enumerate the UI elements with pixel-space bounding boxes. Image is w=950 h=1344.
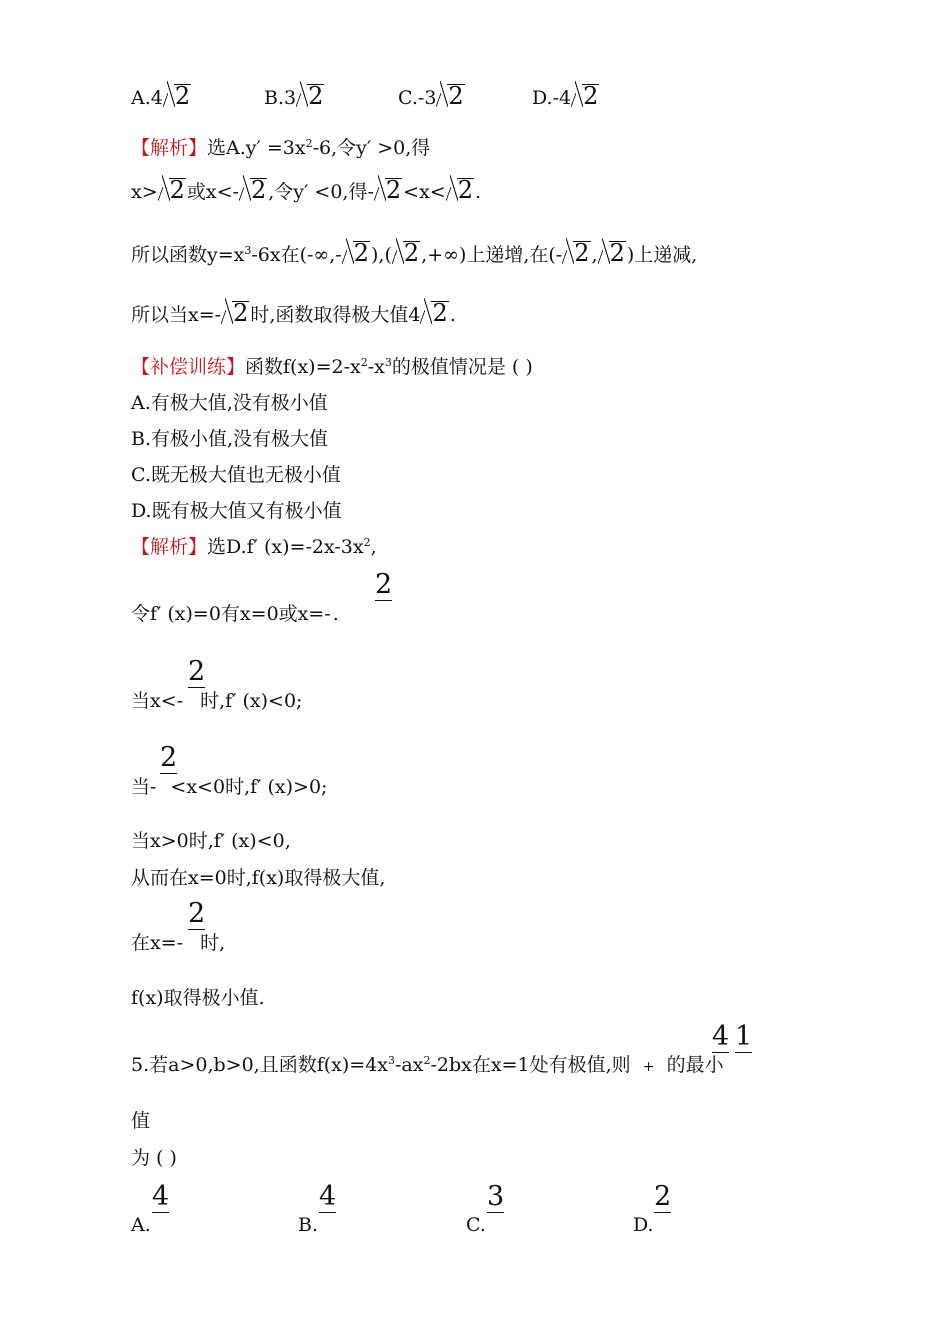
solution2-line6: 从而在x=0时,f(x)取得极大值, bbox=[131, 867, 386, 889]
option-b: B.3 2 bbox=[264, 82, 324, 110]
q5-option-b: B. bbox=[298, 1214, 319, 1236]
analysis-tag: 【解析】 bbox=[131, 137, 208, 159]
sqrt-symbol: 2 bbox=[446, 178, 474, 204]
sqrt-symbol: 2 bbox=[392, 241, 420, 267]
fraction-numerator: 3 bbox=[487, 1181, 505, 1212]
sqrt-symbol: 2 bbox=[221, 301, 249, 327]
fraction-numerator: 1 bbox=[735, 1021, 753, 1052]
question5-line3: 为 ( ) bbox=[131, 1147, 177, 1169]
solution2-line3: 当x<- 时,f′ (x)<0; bbox=[131, 690, 303, 712]
sqrt-symbol: 2 bbox=[562, 241, 590, 267]
option-d: D.-4 2 bbox=[532, 82, 599, 110]
sqrt-symbol: 2 bbox=[436, 84, 464, 110]
fraction-numerator: 4 bbox=[712, 1021, 730, 1052]
solution2-line7: 在x=- 时, bbox=[131, 932, 226, 954]
solution1-line1: 【解析】选$A.y' =3x^2-6$,令y′ >0,得 bbox=[131, 137, 431, 159]
q5-option-a: A. bbox=[131, 1214, 151, 1236]
question5-line2: 值 bbox=[131, 1110, 151, 1132]
comp-option-d: D.既有极大值又有极小值 bbox=[131, 500, 342, 522]
comp-option-a: A.有极大值,没有极小值 bbox=[131, 392, 328, 414]
comp-option-b: B.有极小值,没有极大值 bbox=[131, 428, 329, 450]
sqrt-symbol: 2 bbox=[239, 178, 267, 204]
fraction-numerator: 2 bbox=[654, 1181, 672, 1212]
sqrt-symbol: 2 bbox=[158, 178, 186, 204]
comp-tag: 【补偿训练】 bbox=[131, 356, 246, 378]
solution1-line3: 所以函数$y=x^3-6x$在(-∞,- 2 ),( 2 ,+∞)上递增,在(- 2 , 2 )上递减, bbox=[131, 239, 698, 267]
fraction-numerator: 2 bbox=[188, 656, 206, 687]
fraction-numerator: 2 bbox=[188, 898, 206, 929]
fraction-numerator: 4 bbox=[152, 1181, 170, 1212]
q5-option-c: C. bbox=[466, 1214, 486, 1236]
solution1-line2: x> 2 或x<- 2 ,令y′ <0,得- 2 <x< 2 . bbox=[131, 176, 482, 204]
sqrt-symbol: 2 bbox=[598, 241, 626, 267]
solution2-line8: f(x)取得极小值. bbox=[131, 987, 265, 1009]
solution2-line2: 令f′ (x)=0有x=0或x=- . bbox=[131, 603, 339, 625]
sqrt-symbol: 2 bbox=[163, 84, 191, 110]
solution2-line5: 当x>0时,f′ (x)<0, bbox=[131, 830, 291, 852]
fraction-numerator: 4 bbox=[319, 1181, 337, 1212]
option-c: C.-3 2 bbox=[398, 82, 464, 110]
option-a: A.4 2 bbox=[131, 82, 191, 110]
solution2-line1: 【解析】选D.f′ $(x)=-2x-3x^2$, bbox=[131, 536, 377, 558]
analysis-tag: 【解析】 bbox=[131, 536, 208, 558]
sqrt-symbol: 2 bbox=[374, 178, 402, 204]
fraction-numerator: 2 bbox=[160, 742, 178, 773]
sqrt-symbol: 2 bbox=[296, 84, 324, 110]
solution2-line4: 当- <x<0时,f′ (x)>0; bbox=[131, 776, 328, 798]
sqrt-symbol: 2 bbox=[342, 241, 370, 267]
sqrt-symbol: 2 bbox=[420, 301, 448, 327]
solution1-line4: 所以当x=- 2 时,函数取得极大值4 2 . bbox=[131, 299, 456, 327]
question5-line1: 5.若a>0,b>0,且函数$f(x)=4x^3-ax^2-2bx$在x=1处有极值,则 + 的最小 bbox=[131, 1054, 724, 1076]
sqrt-symbol: 2 bbox=[571, 84, 599, 110]
comp-option-c: C.既无极大值也无极小值 bbox=[131, 464, 341, 486]
fraction-numerator: 2 bbox=[375, 569, 393, 600]
q5-option-d: D. bbox=[633, 1214, 654, 1236]
comp-question: 【补偿训练】函数$f(x)=2-x^2-x^3$的极值情况是 ( ) bbox=[131, 356, 533, 378]
